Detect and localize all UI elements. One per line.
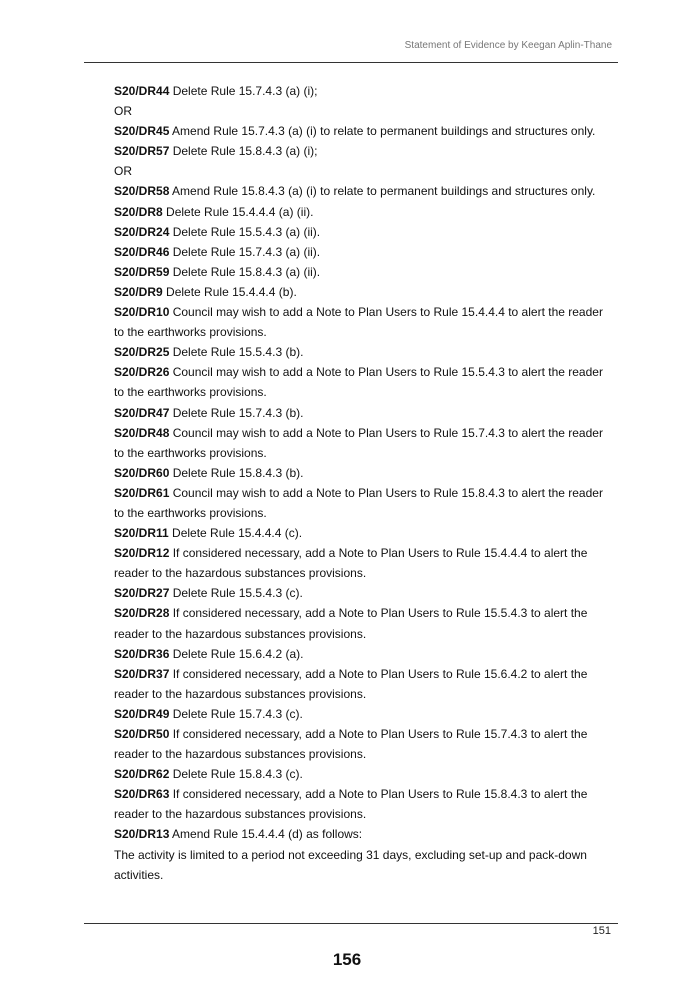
document-page-number: 156 [332,950,362,969]
submission-list [114,81,614,885]
submission-paragraph [114,603,614,643]
submission-code: S20/DR36 [114,646,170,661]
submission-paragraph [114,423,614,463]
submission-text: Amend Rule 15.8.4.3 (a) (i) to relate to permanent buildings and structures only. [169,184,596,199]
submission-paragraph [114,543,614,583]
submission-code: S20/DR45 [114,124,170,139]
submission-code: S20/DR10 [114,305,170,320]
submission-text: Delete Rule 15.4.4.4 (b). [162,284,297,299]
submission-code: S20/DR58 [114,184,170,199]
submission-text: Delete Rule 15.6.4.2 (a). [169,646,304,661]
submission-paragraph [114,302,614,342]
submission-paragraph [114,342,614,362]
submission-code: S20/DR24 [114,224,170,239]
submission-paragraph [114,764,614,784]
submission-code: S20/DR49 [114,706,170,721]
submission-paragraph [114,141,614,161]
submission-code: S20/DR50 [114,727,170,741]
submission-paragraph [114,262,614,282]
submission-paragraph [114,784,614,824]
submission-paragraph [114,644,614,664]
submission-paragraph [114,523,614,543]
submission-code: S20/DR12 [114,546,170,561]
submission-text: Council may wish to add a Note to Plan Users to Rule 15.4.4.4 to alert the reader to the earthworks provisions. [114,305,603,340]
submission-text: Amend Rule 15.4.4.4 (d) as follows: [169,827,363,842]
submission-paragraph [114,724,614,764]
footer-divider [84,923,618,924]
submission-text: If considered necessary, add a Note to Plan Users to Rule 15.8.4.3 to alert the reader to the hazardous substances provisions. [114,787,588,822]
submission-code: S20/DR25 [114,345,170,360]
submission-text: Delete Rule 15.7.4.3 (c). [169,706,303,721]
submission-paragraph [114,101,614,121]
submission-code: S20/DR9 [114,284,163,299]
submission-code: S20/DR63 [114,787,170,802]
submission-paragraph [114,202,614,222]
submission-text: Council may wish to add a Note to Plan Users to Rule 15.7.4.3 to alert the reader to the earthworks provisions. [114,425,603,460]
submission-code: S20/DR48 [114,425,170,440]
submission-code: S20/DR60 [114,465,170,480]
submission-code: S20/DR47 [114,405,170,420]
header-divider [84,62,618,63]
submission-text: Delete Rule 15.4.4.4 (a) (ii). [162,204,314,219]
submission-code: S20/DR46 [114,244,170,259]
submission-text: OR [114,104,132,119]
submission-text: OR [114,164,132,179]
submission-code: S20/DR11 [114,526,169,541]
submission-code: S20/DR13 [114,827,170,842]
submission-text: Delete Rule 15.8.4.3 (c). [169,767,303,782]
submission-text: If considered necessary, add a Note to Plan Users to Rule 15.6.4.2 to alert the reader to the hazardous substances provisions. [114,666,588,701]
submission-text: Council may wish to add a Note to Plan Users to Rule 15.8.4.3 to alert the reader to the earthworks provisions. [114,485,603,520]
submission-paragraph [114,664,614,704]
submission-paragraph [114,161,614,181]
submission-code: S20/DR62 [114,767,170,782]
submission-paragraph [114,463,614,483]
submission-code: S20/DR57 [114,144,170,159]
submission-paragraph [114,583,614,603]
submission-text: The activity is limited to a period not exceeding 31 days, excluding set-up and pack-down activities. [114,847,587,882]
submission-paragraph [114,242,614,262]
submission-paragraph [114,483,614,523]
submission-text: Delete Rule 15.4.4.4 (c). [168,526,303,541]
submission-code: S20/DR28 [114,606,170,621]
submission-paragraph [114,845,614,885]
submission-text: Delete Rule 15.8.4.3 (a) (i); [169,144,318,159]
submission-text: If considered necessary, add a Note to Plan Users to Rule 15.7.4.3 to alert the reader to the hazardous substances provisions. [114,727,588,762]
submission-code: S20/DR27 [114,586,170,601]
submission-text: Delete Rule 15.5.4.3 (b). [169,345,304,360]
submission-paragraph [114,282,614,302]
submission-text: Delete Rule 15.7.4.3 (b). [169,405,304,420]
submission-paragraph [114,403,614,423]
submission-code: S20/DR8 [114,204,163,219]
submission-paragraph [114,824,614,844]
submission-paragraph [114,222,614,242]
submission-text: Delete Rule 15.8.4.3 (a) (ii). [169,264,321,279]
submission-text: Council may wish to add a Note to Plan Users to Rule 15.5.4.3 to alert the reader to the earthworks provisions. [114,365,603,400]
submission-text: Delete Rule 15.8.4.3 (b). [169,465,304,480]
submission-text: Delete Rule 15.5.4.3 (c). [169,586,303,601]
submission-text: Amend Rule 15.7.4.3 (a) (i) to relate to permanent buildings and structures only. [169,124,596,139]
submission-text: If considered necessary, add a Note to Plan Users to Rule 15.5.4.3 to alert the reader to the hazardous substances provisions. [114,606,588,641]
submission-code: S20/DR61 [114,485,170,500]
submission-paragraph [114,704,614,724]
submission-code: S20/DR59 [114,264,170,279]
submission-text: Delete Rule 15.7.4.3 (a) (ii). [169,244,321,259]
submission-paragraph [114,181,614,201]
submission-paragraph [114,81,614,101]
submission-paragraph [114,362,614,402]
page-number: 151 [592,925,611,937]
submission-code: S20/DR37 [114,666,170,681]
running-header: Statement of Evidence by Keegan Aplin-Thane [404,40,612,51]
submission-text: Delete Rule 15.5.4.3 (a) (ii). [169,224,321,239]
submission-code: S20/DR26 [114,365,170,380]
submission-paragraph [114,121,614,141]
submission-text: If considered necessary, add a Note to Plan Users to Rule 15.4.4.4 to alert the reader to the hazardous substances provisions. [114,546,588,581]
submission-text: Delete Rule 15.7.4.3 (a) (i); [169,84,318,98]
submission-code: S20/DR44 [114,84,170,98]
